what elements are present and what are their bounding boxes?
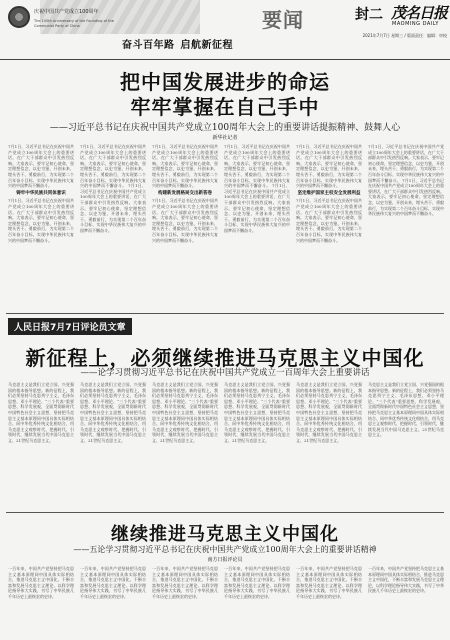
article1-column-5 bbox=[296, 144, 362, 312]
page-number: 封二 bbox=[355, 7, 383, 23]
article1-column-3 bbox=[152, 144, 218, 312]
headline-subtitle: ——习近平总书记在庆祝中国共产党成立100周年大会上的重要讲话提振精神、鼓舞人心 bbox=[49, 123, 401, 133]
article1-subhead-2: 构建新发展格局交出新答卷 bbox=[158, 190, 212, 196]
article1-subhead-3: 坚定维护国家主权安全发展利益 bbox=[297, 190, 361, 196]
headline-line-2: 牢牢掌握在自己手中 bbox=[130, 95, 320, 119]
article2-column-1 bbox=[8, 382, 74, 510]
centenary-label-en: The 100th Anniversary of the Founding of the Communist Party of China bbox=[34, 19, 114, 28]
article1-column-4 bbox=[224, 144, 290, 312]
article3-column-6 bbox=[368, 566, 444, 636]
article3-text: 一百年来，中国共产党坚持把马克思主义基本原理同中国具体实际相结合，推进马克思主义中国化，不断丰富和发展马克思主义理论，以科学理论指导伟大实践，书写了中华民族几千年历史上最恢宏的史诗。 bbox=[224, 566, 290, 599]
slogan-right: 启航新征程 bbox=[180, 40, 233, 51]
article3-text: 一百年来，中国共产党坚持把马克思主义基本原理同中国具体实际相结合，推进马克思主义中国化，不断丰富和发展马克思主义理论，以科学理论指导伟大实践，书写了中华民族几千年历史上最恢宏的史诗。 bbox=[80, 566, 146, 599]
article3-headline: 继续推进马克思主义中国化 bbox=[111, 524, 339, 545]
article3-text: 一百年来，中国共产党坚持把马克思主义基本原理同中国具体实际相结合，推进马克思主义中国化，不断丰富和发展马克思主义理论，以科学理论指导伟大实践，书写了中华民族几千年历史上最恢宏的史诗。 bbox=[152, 566, 218, 599]
article3-text: 一百年来，中国共产党坚持把马克思主义基本原理同中国具体实际相结合，推进马克思主义中国化，不断丰富和发展马克思主义理论，以科学理论指导伟大实践，书写了中华民族几千年历史上最恢宏的史诗。 bbox=[8, 566, 74, 599]
section-divider bbox=[6, 512, 444, 513]
slogan bbox=[122, 36, 233, 51]
article3-column-3 bbox=[152, 566, 218, 636]
article3-text: 一百年来，中国共产党坚持把马克思主义基本原理同中国具体实际相结合，推进马克思主义中国化，不断丰富和发展马克思主义理论，以科学理论指导伟大实践，书写了中华民族几千年历史上最恢宏的史诗。 bbox=[296, 566, 362, 599]
article2-text: 马克思主义是我们立党立国、兴党强国的根本指导思想。新的征程上，我们必须坚持马克思列宁主义、毛泽东思想、邓小平理论、“三个代表”重要思想、科学发展观，全面贯彻新时代中国特色社会主义思想，坚持把马克思主义基本原理同中国具体实际相结合、同中华优秀传统文化相结合，用马克思主义观察时代、把握时代、引领时代，继续发展当代中国马克思主义、21世纪马克思主义。 bbox=[152, 382, 218, 443]
article1-text: 7月1日，习近平总书记在庆祝中国共产党成立100周年大会上的重要讲话，在广大干部群众中引发热烈反响。大家表示，要牢记初心使命，坚定理想信念，以史为鉴、开创未来，埋头苦干、勇毅前行，为实现第二个百年奋斗目标、实现中华民族伟大复兴的中国梦而不懈奋斗。 bbox=[296, 198, 362, 243]
edition-info: 2021年7月7日 星期三 / 版面责任：编辑：审校 bbox=[362, 33, 447, 38]
article1-subhead-1: 铸牢中华民族共同体意识 bbox=[16, 190, 66, 196]
article1-text: 7月1日，习近平总书记在庆祝中国共产党成立100周年大会上的重要讲话，在广大干部群众中引发热烈反响。大家表示，要牢记初心使命，坚定理想信念，以史为鉴、开创未来，埋头苦干、勇毅前行，为实现第二个百年奋斗目标、实现中华民族伟大复兴的中国梦而不懈奋斗。 bbox=[80, 183, 146, 233]
commentary-tag: 人民日报7月7日评论员文章 bbox=[8, 318, 132, 335]
article1-text: 7月1日，习近平总书记在庆祝中国共产党成立100周年大会上的重要讲话，在广大干部群众中引发热烈反响。大家表示，要牢记初心使命，坚定理想信念，以史为鉴、开创未来，埋头苦干、勇毅前行，为实现第二个百年奋斗目标、实现中华民族伟大复兴的中国梦而不懈奋斗。 bbox=[152, 144, 218, 189]
article3-column-4 bbox=[224, 566, 290, 636]
article1-text: 7月1日，习近平总书记在庆祝中国共产党成立100周年大会上的重要讲话，在广大干部群众中引发热烈反响。大家表示，要牢记初心使命，坚定理想信念，以史为鉴、开创未来，埋头苦干、勇毅前行，为实现第二个百年奋斗目标、实现中华民族伟大复兴的中国梦而不懈奋斗。 bbox=[296, 144, 362, 189]
article2-text: 马克思主义是我们立党立国、兴党强国的根本指导思想。新的征程上，我们必须坚持马克思列宁主义、毛泽东思想、邓小平理论、“三个代表”重要思想、科学发展观，全面贯彻新时代中国特色社会主义思想，坚持把马克思主义基本原理同中国具体实际相结合、同中华优秀传统文化相结合，用马克思主义观察时代、把握时代、引领时代，继续发展当代中国马克思主义、21世纪马克思主义。 bbox=[224, 382, 290, 443]
article1-text: 7月1日，习近平总书记在庆祝中国共产党成立100周年大会上的重要讲话，在广大干部群众中引发热烈反响。大家表示，要牢记初心使命，坚定理想信念，以史为鉴、开创未来，埋头苦干、勇毅前行，为实现第二个百年奋斗目标、实现中华民族伟大复兴的中国梦而不懈奋斗。 bbox=[152, 198, 218, 243]
article1-text: 7月1日，习近平总书记在庆祝中国共产党成立100周年大会上的重要讲话，在广大干部群众中引发热烈反响。大家表示，要牢记初心使命，坚定理想信念，以史为鉴、开创未来，埋头苦干、勇毅前行，为实现第二个百年奋斗目标、实现中华民族伟大复兴的中国梦而不懈奋斗。 bbox=[368, 177, 444, 217]
newspaper-logo: 茂名日报 bbox=[391, 4, 448, 22]
article1-text: 7月1日，习近平总书记在庆祝中国共产党成立100周年大会上的重要讲话，在广大干部群众中引发热烈反响。大家表示，要牢记初心使命，坚定理想信念，以史为鉴、开创未来，埋头苦干、勇毅前行，为实现第二个百年奋斗目标、实现中华民族伟大复兴的中国梦而不懈奋斗。 bbox=[8, 144, 74, 189]
section-name: 要闻 bbox=[262, 8, 304, 32]
headline-line-1: 把中国发展进步的命运 bbox=[120, 70, 330, 94]
article2-text: 马克思主义是我们立党立国、兴党强国的根本指导思想。新的征程上，我们必须坚持马克思列宁主义、毛泽东思想、邓小平理论、“三个代表”重要思想、科学发展观，全面贯彻新时代中国特色社会主义思想，坚持把马克思主义基本原理同中国具体实际相结合、同中华优秀传统文化相结合，用马克思主义观察时代、把握时代、引领时代，继续发展当代中国马克思主义、21世纪马克思主义。 bbox=[368, 382, 444, 438]
article1-text: 7月1日，习近平总书记在庆祝中国共产党成立100周年大会上的重要讲话，在广大干部群众中引发热烈反响。大家表示，要牢记初心使命，坚定理想信念，以史为鉴、开创未来，埋头苦干、勇毅前行，为实现第二个百年奋斗目标、实现中华民族伟大复兴的中国梦而不懈奋斗。 bbox=[8, 198, 74, 243]
centenary-label: 庆祝中国共产党成立100周年 bbox=[34, 9, 99, 15]
article3-column-2 bbox=[80, 566, 146, 636]
article2-subtitle: ——论学习贯彻习近平总书记在庆祝中国共产党成立一百周年大会上重要讲话 bbox=[80, 368, 370, 378]
article1-column-1 bbox=[8, 144, 74, 312]
article3-column-1 bbox=[8, 566, 74, 636]
article2-text: 马克思主义是我们立党立国、兴党强国的根本指导思想。新的征程上，我们必须坚持马克思列宁主义、毛泽东思想、邓小平理论、“三个代表”重要思想、科学发展观，全面贯彻新时代中国特色社会主义思想，坚持把马克思主义基本原理同中国具体实际相结合、同中华优秀传统文化相结合，用马克思主义观察时代、把握时代、引领时代，继续发展当代中国马克思主义、21世纪马克思主义。 bbox=[296, 382, 362, 443]
article2-text: 马克思主义是我们立党立国、兴党强国的根本指导思想。新的征程上，我们必须坚持马克思列宁主义、毛泽东思想、邓小平理论、“三个代表”重要思想、科学发展观，全面贯彻新时代中国特色社会主义思想，坚持把马克思主义基本原理同中国具体实际相结合、同中华优秀传统文化相结合，用马克思主义观察时代、把握时代、引领时代，继续发展当代中国马克思主义、21世纪马克思主义。 bbox=[80, 382, 146, 443]
article1-text: 7月1日，习近平总书记在庆祝中国共产党成立100周年大会上的重要讲话，在广大干部群众中引发热烈反响。大家表示，要牢记初心使命，坚定理想信念，以史为鉴、开创未来，埋头苦干、勇毅前行，为实现第二个百年奋斗目标、实现中华民族伟大复兴的中国梦而不懈奋斗。 bbox=[368, 144, 444, 183]
article3-subtitle: ——五论学习贯彻习近平总书记在庆祝中国共产党成立100周年大会上的重要讲话精神 bbox=[73, 545, 377, 554]
article3-column-5 bbox=[296, 566, 362, 636]
article2-text: 马克思主义是我们立党立国、兴党强国的根本指导思想。新的征程上，我们必须坚持马克思列宁主义、毛泽东思想、邓小平理论、“三个代表”重要思想、科学发展观，全面贯彻新时代中国特色社会主义思想，坚持把马克思主义基本原理同中国具体实际相结合、同中华优秀传统文化相结合，用马克思主义观察时代、把握时代、引领时代，继续发展当代中国马克思主义、21世纪马克思主义。 bbox=[8, 382, 74, 443]
article2-column-3 bbox=[152, 382, 218, 510]
article2-column-5 bbox=[296, 382, 362, 510]
article2-column-2 bbox=[80, 382, 146, 510]
article3-text: 一百年来，中国共产党坚持把马克思主义基本原理同中国具体实际相结合，推进马克思主义中国化，不断丰富和发展马克思主义理论，以科学理论指导伟大实践，书写了中华民族几千年历史上最恢宏的史诗。 bbox=[368, 566, 444, 594]
masthead bbox=[0, 0, 450, 60]
article3-byline: 南方日报评论员 bbox=[207, 557, 243, 563]
slogan-left: 奋斗百年路 bbox=[122, 40, 175, 51]
article1-column-2 bbox=[80, 144, 146, 312]
party-emblem-icon bbox=[8, 6, 30, 28]
article2-column-4 bbox=[224, 382, 290, 510]
article1-text: 7月1日，习近平总书记在庆祝中国共产党成立100周年大会上的重要讲话，在广大干部群众中引发热烈反响。大家表示，要牢记初心使命，坚定理想信念，以史为鉴、开创未来，埋头苦干、勇毅前行，为实现第二个百年奋斗目标、实现中华民族伟大复兴的中国梦而不懈奋斗。 bbox=[224, 183, 290, 233]
article2-headline: 新征程上，必须继续推进马克思主义中国化 bbox=[25, 346, 425, 370]
article2-column-6 bbox=[368, 382, 444, 510]
article1-column-6 bbox=[368, 144, 444, 312]
article1-text: 7月1日，习近平总书记在庆祝中国共产党成立100周年大会上的重要讲话，在广大干部群众中引发热烈反响。大家表示，要牢记初心使命，坚定理想信念，以史为鉴、开创未来，埋头苦干、勇毅前行，为实现第二个百年奋斗目标、实现中华民族伟大复兴的中国梦而不懈奋斗。 bbox=[224, 144, 290, 189]
section-divider bbox=[6, 313, 444, 314]
article1-text: 7月1日，习近平总书记在庆祝中国共产党成立100周年大会上的重要讲话，在广大干部群众中引发热烈反响。大家表示，要牢记初心使命，坚定理想信念，以史为鉴、开创未来，埋头苦干、勇毅前行，为实现第二个百年奋斗目标、实现中华民族伟大复兴的中国梦而不懈奋斗。 bbox=[80, 144, 146, 189]
byline: 新华社记者 bbox=[212, 135, 238, 141]
newspaper-name-en: MAOMING DAILY bbox=[392, 21, 439, 27]
